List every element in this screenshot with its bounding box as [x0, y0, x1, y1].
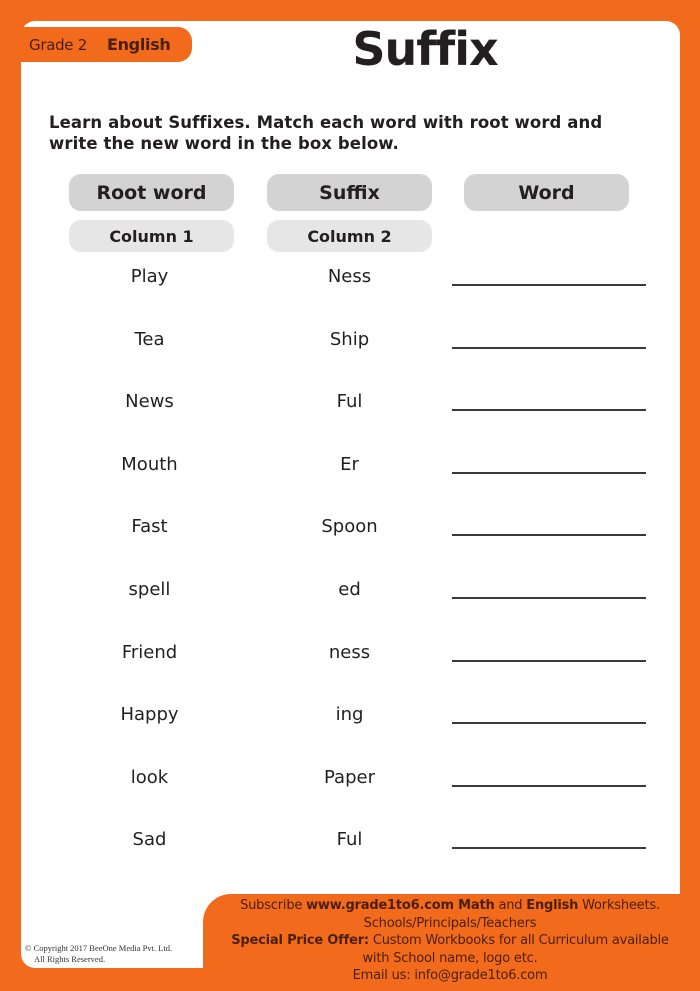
suffix-cell: ing — [335, 704, 364, 725]
answer-blank-line[interactable] — [452, 284, 646, 286]
subscribe-english: English — [526, 898, 579, 913]
subheader-column-1: Column 1 — [69, 220, 234, 252]
subject-label: English — [106, 35, 171, 54]
header-root-word: Root word — [69, 174, 234, 211]
subscribe-suffix: Worksheets. — [578, 898, 660, 913]
answer-blank-line[interactable] — [452, 722, 646, 724]
root-word-cell: Mouth — [121, 454, 178, 475]
copyright — [25, 943, 172, 965]
root-word-cell: Fast — [131, 516, 168, 537]
audience-line: Schools/Principals/Teachers — [363, 915, 537, 931]
answer-blank-line[interactable] — [452, 847, 646, 849]
grade-label: Grade 2 — [29, 35, 87, 54]
page-title: Suffix — [352, 22, 498, 76]
root-word-cell: look — [130, 767, 169, 788]
subscribe-site-link[interactable]: www.grade1to6.com Math — [306, 898, 495, 913]
root-word-cell: spell — [128, 579, 171, 600]
copyright-line-2: All Rights Reserved. — [34, 954, 106, 964]
root-word-cell: Happy — [120, 704, 179, 725]
answer-blank-line[interactable] — [452, 785, 646, 787]
grade-subject-tab — [21, 27, 192, 62]
answer-blank-line[interactable] — [452, 409, 646, 411]
copyright-line-1: © Copyright 2017 BeeOne Media Pvt. Ltd. — [25, 943, 173, 953]
root-word-cell: Friend — [121, 642, 178, 663]
offer-text: Custom Workbooks for all Curriculum available — [368, 933, 669, 948]
answer-blank-line[interactable] — [452, 472, 646, 474]
subscribe-line — [210, 897, 690, 915]
subheader-column-2: Column 2 — [267, 220, 432, 252]
footer-promo-text — [210, 897, 690, 985]
header-word: Word — [464, 174, 629, 211]
suffix-cell: ed — [338, 579, 361, 600]
answer-blank-line[interactable] — [452, 597, 646, 599]
answer-blank-line[interactable] — [452, 660, 646, 662]
suffix-cell: Ship — [329, 329, 370, 350]
suffix-cell: Paper — [324, 767, 375, 788]
offer-line — [210, 932, 690, 950]
answer-blank-line[interactable] — [452, 534, 646, 536]
suffix-cell: Er — [340, 454, 359, 475]
suffix-cell: Ful — [336, 391, 363, 412]
root-word-cell: Tea — [134, 329, 165, 350]
header-suffix: Suffix — [267, 174, 432, 211]
offer-label: Special Price Offer: — [231, 933, 369, 948]
instructions: Learn about Suffixes. Match each word with root word and write the new word in the box below. — [49, 113, 603, 153]
offer-line-2: with School name, logo etc. — [362, 950, 538, 966]
worksheet-panel — [21, 21, 680, 968]
suffix-cell: Ful — [336, 829, 363, 850]
subscribe-prefix: Subscribe — [240, 898, 307, 913]
email-line[interactable]: Email us: info@grade1to6.com — [352, 968, 548, 983]
root-word-cell: Sad — [132, 829, 167, 850]
root-word-cell: Play — [130, 266, 169, 287]
answer-blank-line[interactable] — [452, 347, 646, 349]
subscribe-and: and — [494, 898, 527, 913]
suffix-cell: Ness — [327, 266, 372, 287]
suffix-cell: Spoon — [321, 516, 378, 537]
root-word-cell: News — [125, 391, 174, 412]
suffix-cell: ness — [328, 642, 371, 663]
